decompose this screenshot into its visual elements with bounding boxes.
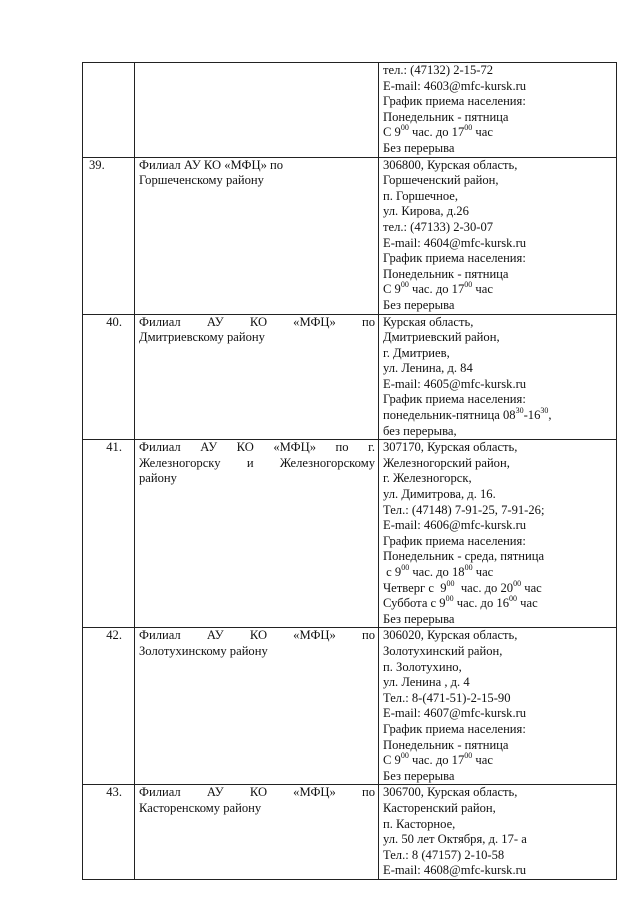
info-line: ул. Димитрова, д. 16. <box>383 487 496 502</box>
branch-info-cell <box>379 628 617 785</box>
info-line: Тел.: 8-(471-51)-2-15-90 <box>383 690 511 705</box>
time-minutes-superscript: 00 <box>400 123 409 133</box>
branch-name-cell <box>135 157 379 314</box>
time-minutes-superscript: 00 <box>445 594 454 604</box>
time-minutes-superscript: 00 <box>464 751 473 761</box>
branch-name-cell <box>135 440 379 628</box>
table-row <box>83 314 617 440</box>
info-text-part: час. до 17 <box>408 282 465 297</box>
table-row <box>83 63 617 158</box>
info-line: График приема населения: <box>383 721 526 736</box>
info-line <box>383 596 613 612</box>
branch-name-line: Филиал АУ КО «МФЦ» по <box>139 314 375 329</box>
info-line: График приема населения: <box>383 392 526 407</box>
branch-name-line: Филиал АУ КО «МФЦ» по <box>139 157 284 172</box>
info-line: График приема населения: <box>383 533 526 548</box>
branch-name-cell <box>135 628 379 785</box>
branch-info-cell <box>379 785 617 880</box>
branch-name-line: Филиал АУ КО «МФЦ» по <box>139 628 375 643</box>
time-minutes-superscript: 00 <box>464 280 473 290</box>
info-line: без перерыва, <box>383 423 457 438</box>
info-text-part: с 9 <box>383 565 402 579</box>
branch-name-line: району <box>139 471 177 486</box>
table-row <box>83 440 617 628</box>
info-line: E-mail: 4605@mfc-kursk.ru <box>383 376 527 391</box>
branch-info-cell <box>379 314 617 440</box>
info-text-part: понедельник-пятница 08 <box>383 408 516 423</box>
info-text-part: час. до 17 <box>408 125 465 140</box>
info-text-part: Четверг с 9 <box>383 580 447 595</box>
time-minutes-superscript: 00 <box>509 594 517 604</box>
time-minutes-superscript: 00 <box>401 563 410 572</box>
info-text-part: час. до 20 <box>454 580 514 595</box>
info-line <box>383 408 613 424</box>
info-line: ул. Кирова, д.26 <box>383 204 469 219</box>
info-line: Без перерыва <box>383 297 455 312</box>
row-number: 39. <box>89 157 105 172</box>
info-text-part: час <box>521 580 542 595</box>
info-line: E-mail: 4608@mfc-kursk.ru <box>383 863 527 878</box>
info-line <box>383 565 613 581</box>
info-line: Понедельник - пятница <box>383 737 509 752</box>
branch-name-line: Филиал АУ КО «МФЦ» по г. <box>139 440 375 455</box>
info-line: п. Горшечное, <box>383 188 459 203</box>
info-text-part: час <box>472 753 493 768</box>
info-line: E-mail: 4607@mfc-kursk.ru <box>383 706 527 721</box>
branch-name-line: Железногорску и Железногорскому <box>139 455 375 470</box>
info-text-part: час <box>517 596 538 611</box>
info-line: Касторенский район, <box>383 800 496 815</box>
info-text-part: час <box>472 565 494 579</box>
mfc-branches-table <box>82 62 617 880</box>
row-number-cell <box>83 63 135 158</box>
info-text-part: час. до 16 <box>453 596 509 611</box>
branch-name-line: Филиал АУ КО «МФЦ» по <box>139 785 375 800</box>
info-text-part: С 9 <box>383 753 401 768</box>
branch-info-cell <box>379 63 617 158</box>
info-line: График приема населения: <box>383 94 526 109</box>
info-text-part: час <box>472 282 493 297</box>
info-line: Курская область, <box>383 314 474 329</box>
info-text-part: С 9 <box>383 125 401 140</box>
info-text-part: час. до 18 <box>409 565 465 579</box>
branch-name-line: Золотухинскому району <box>139 643 268 658</box>
time-minutes-superscript: 30 <box>540 406 549 416</box>
table-row <box>83 785 617 880</box>
time-minutes-superscript: 00 <box>446 578 455 588</box>
branch-name-cell <box>135 63 379 158</box>
info-line <box>383 578 613 597</box>
info-line: Без перерыва <box>383 140 455 155</box>
row-number-cell <box>83 628 135 785</box>
info-line: Понедельник - пятница <box>383 266 509 281</box>
info-text-part: Суббота с 9 <box>383 596 446 611</box>
info-text-part: -16 <box>523 408 541 423</box>
row-number: 40. <box>106 314 122 329</box>
info-line: 306700, Курская область, <box>383 785 518 800</box>
info-line: п. Касторное, <box>383 816 456 831</box>
info-line: E-mail: 4603@mfc-kursk.ru <box>383 78 527 93</box>
row-number-cell <box>83 440 135 628</box>
info-text-part: час. до 17 <box>408 753 465 768</box>
info-line: E-mail: 4604@mfc-kursk.ru <box>383 235 527 250</box>
info-line: ул. Ленина, д. 84 <box>383 361 473 376</box>
branch-name-line: Дмитриевскому району <box>139 330 265 345</box>
branch-name-line: Горшеченскому району <box>139 173 264 188</box>
branch-name-line: Касторенскому району <box>139 800 262 815</box>
table-row <box>83 157 617 314</box>
table-row <box>83 628 617 785</box>
info-line: График приема населения: <box>383 251 526 266</box>
info-line: г. Дмитриев, <box>383 345 450 360</box>
info-line: Горшеченский район, <box>383 173 499 188</box>
time-minutes-superscript: 00 <box>464 123 473 133</box>
info-text-part: , <box>548 408 552 423</box>
info-line: Без перерыва <box>383 768 455 783</box>
time-minutes-superscript: 00 <box>464 563 473 572</box>
time-minutes-superscript: 00 <box>513 578 522 588</box>
info-line: Понедельник - среда, пятница <box>383 549 545 564</box>
row-number-cell <box>83 314 135 440</box>
info-line: Тел.: (47148) 7-91-25, 7-91-26; <box>383 502 545 517</box>
info-line <box>383 282 613 298</box>
row-number: 41. <box>106 440 122 455</box>
info-line: Золотухинский район, <box>383 643 503 658</box>
branch-info-cell <box>379 157 617 314</box>
info-line: 307170, Курская область, <box>383 440 518 455</box>
info-line: ул. 50 лет Октября, д. 17- а <box>383 832 527 847</box>
info-line: г. Железногорск, <box>383 471 472 486</box>
info-line: Железногорский район, <box>383 455 510 470</box>
info-line: тел.: (47132) 2-15-72 <box>383 63 494 77</box>
time-minutes-superscript: 00 <box>400 280 409 290</box>
branch-info-cell <box>379 440 617 628</box>
info-line: Тел.: 8 (47157) 2-10-58 <box>383 847 505 862</box>
info-line <box>383 753 613 769</box>
time-minutes-superscript: 00 <box>400 751 409 761</box>
info-line: Без перерыва <box>383 611 455 626</box>
row-number: 42. <box>106 628 122 643</box>
time-minutes-superscript: 30 <box>515 406 524 416</box>
info-line: тел.: (47133) 2-30-07 <box>383 219 494 234</box>
info-line: ул. Ленина , д. 4 <box>383 675 470 690</box>
info-line: п. Золотухино, <box>383 659 462 674</box>
info-line: 306020, Курская область, <box>383 628 518 643</box>
info-line: 306800, Курская область, <box>383 157 518 172</box>
row-number: 43. <box>106 785 122 800</box>
row-number-cell <box>83 157 135 314</box>
branch-name-cell <box>135 785 379 880</box>
info-text-part: С 9 <box>383 282 401 297</box>
info-text-part: час <box>472 125 493 140</box>
info-line: E-mail: 4606@mfc-kursk.ru <box>383 518 527 533</box>
info-line: Понедельник - пятница <box>383 109 509 124</box>
table-body <box>83 63 617 880</box>
info-line <box>383 125 613 141</box>
row-number-cell <box>83 785 135 880</box>
info-line: Дмитриевский район, <box>383 330 500 345</box>
branch-name-cell <box>135 314 379 440</box>
